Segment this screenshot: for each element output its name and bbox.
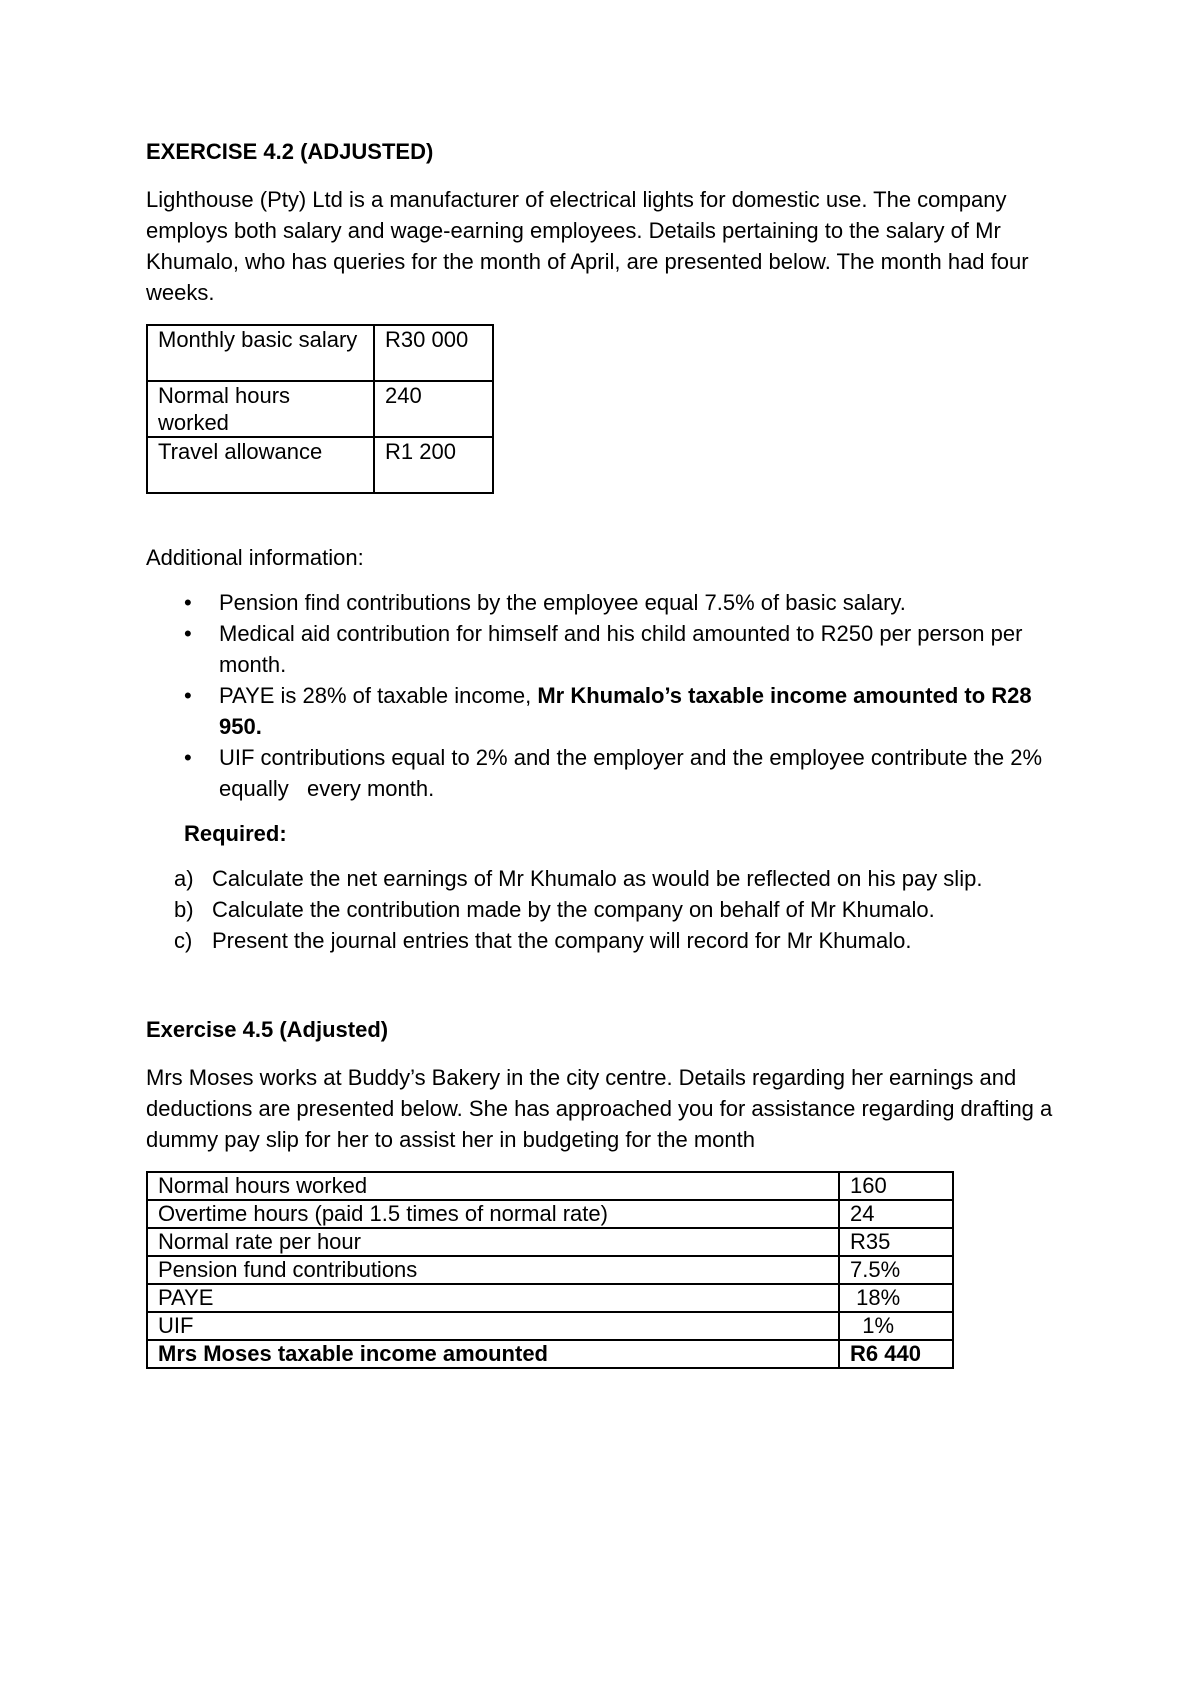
table-cell-label: Normal rate per hour — [147, 1228, 839, 1256]
table-row — [147, 1312, 953, 1340]
exercise-4-5-intro: Mrs Moses works at Buddy’s Bakery in the city centre. Details regarding her earnings and deductions are presented below. She has approached you for assistance regarding drafting a dummy pay slip for her to assist her in budgeting for the month — [146, 1065, 1053, 1152]
table-cell-value: 24 — [839, 1200, 953, 1228]
list-item: • Pension find contributions by the employee equal 7.5% of basic salary. — [146, 587, 1076, 618]
table-cell-label: Monthly basic salary — [147, 325, 374, 381]
list-item: c) Present the journal entries that the company will record for Mr Khumalo. — [174, 928, 912, 953]
table-row — [147, 1200, 953, 1228]
table-cell-label: Travel allowance — [147, 437, 374, 493]
table-cell-label: PAYE — [147, 1284, 839, 1312]
list-item: • Medical aid contribution for himself and his child amounted to R250 per person per month. — [146, 618, 1076, 680]
additional-info-label: Additional information: — [146, 545, 364, 570]
table-cell-label: Overtime hours (paid 1.5 times of normal rate) — [147, 1200, 839, 1228]
table-row — [147, 325, 493, 381]
table-cell-value: R1 200 — [374, 437, 493, 493]
earnings-deductions-table — [146, 1171, 954, 1369]
table-row — [147, 1340, 953, 1368]
additional-info-list — [146, 587, 1076, 804]
table-cell-value: R35 — [839, 1228, 953, 1256]
table-cell-value: 1% — [839, 1312, 953, 1340]
exercise-4-2-intro: Lighthouse (Pty) Ltd is a manufacturer of electrical lights for domestic use. The company employs both salary and wage-earning employees. Details pertaining to the salary of Mr Khumalo, who has queries for the month of April, are presented below. The month had four weeks. — [146, 187, 1029, 305]
bullet-icon: • — [184, 621, 192, 646]
table-cell-value: R30 000 — [374, 325, 493, 381]
table-cell-value: 7.5% — [839, 1256, 953, 1284]
table-cell-label: Mrs Moses taxable income amounted — [147, 1340, 839, 1368]
required-list — [146, 863, 1076, 956]
table-row — [147, 437, 493, 493]
table-row — [147, 1256, 953, 1284]
exercise-4-5-section — [146, 1016, 1076, 1369]
list-item: a) Calculate the net earnings of Mr Khumalo as would be reflected on his pay slip. — [174, 866, 983, 891]
table-row — [147, 1228, 953, 1256]
bullet-icon: • — [184, 745, 192, 770]
table-cell-label: Normal hours worked — [147, 381, 374, 437]
bullet-icon: • — [184, 683, 192, 708]
table-cell-value: 160 — [839, 1172, 953, 1200]
table-row — [147, 1172, 953, 1200]
table-cell-label: UIF — [147, 1312, 839, 1340]
table-cell-label: Pension fund contributions — [147, 1256, 839, 1284]
required-label: Required: — [184, 821, 287, 846]
exercise-4-5-title: Exercise 4.5 (Adjusted) — [146, 1017, 389, 1042]
table-row — [147, 381, 493, 437]
bullet-icon: • — [184, 590, 192, 615]
salary-details-table — [146, 324, 494, 494]
table-row — [147, 1284, 953, 1312]
exercise-4-2-title: EXERCISE 4.2 (ADJUSTED) — [146, 139, 434, 164]
list-item: • PAYE is 28% of taxable income, Mr Khumalo’s taxable income amounted to R28 950. — [146, 680, 1076, 742]
taxable-income-emphasis: Mr Khumalo’s taxable income amounted to R28 950. — [219, 683, 1032, 739]
document-page — [146, 138, 1076, 1369]
list-item: b) Calculate the contribution made by the company on behalf of Mr Khumalo. — [174, 897, 935, 922]
table-cell-value: R6 440 — [839, 1340, 953, 1368]
table-cell-value: 240 — [374, 381, 493, 437]
list-item: • UIF contributions equal to 2% and the employer and the employee contribute the 2% equally every month. — [146, 742, 1076, 804]
table-cell-label: Normal hours worked — [147, 1172, 839, 1200]
table-cell-value: 18% — [839, 1284, 953, 1312]
